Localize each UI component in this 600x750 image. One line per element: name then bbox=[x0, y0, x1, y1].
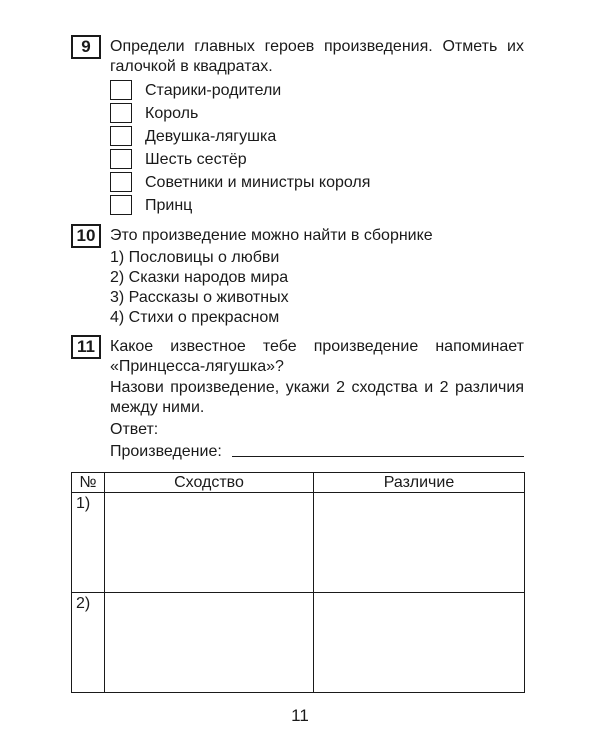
row-number-cell: 1) bbox=[72, 493, 105, 593]
column-header-similarity: Сходство bbox=[105, 473, 314, 493]
similarity-cell[interactable] bbox=[105, 593, 314, 693]
question-10-number: 10 bbox=[71, 224, 101, 248]
table-row bbox=[72, 593, 525, 693]
checkbox-option-6[interactable] bbox=[110, 195, 132, 215]
checkbox-option-2[interactable] bbox=[110, 103, 132, 123]
difference-cell[interactable] bbox=[314, 493, 525, 593]
answer-label: Ответ: bbox=[110, 421, 159, 438]
option-label-2: Король bbox=[145, 105, 199, 122]
checkbox-option-3[interactable] bbox=[110, 126, 132, 146]
option-label-4: Шесть сестёр bbox=[145, 151, 247, 168]
option-label-5: Советники и министры короля bbox=[145, 174, 371, 191]
difference-cell[interactable] bbox=[314, 593, 525, 693]
checkbox-option-5[interactable] bbox=[110, 172, 132, 192]
question-11-text: Какое известное тебе произведение напоминает «Принцесса-лягушка»? bbox=[110, 338, 524, 375]
list-item-4: 4) Стихи о прекрасном bbox=[110, 309, 280, 326]
page-number: 11 bbox=[291, 706, 309, 725]
option-label-1: Старики-родители bbox=[145, 82, 282, 99]
checkbox-option-1[interactable] bbox=[110, 80, 132, 100]
checkbox-option-4[interactable] bbox=[110, 149, 132, 169]
table-header-row bbox=[72, 473, 525, 493]
column-header-number: № bbox=[72, 473, 105, 493]
row-number-cell: 2) bbox=[72, 593, 105, 693]
list-item-3: 3) Рассказы о животных bbox=[110, 289, 289, 306]
list-item-2: 2) Сказки народов мира bbox=[110, 269, 289, 286]
similarity-cell[interactable] bbox=[105, 493, 314, 593]
column-header-difference: Различие bbox=[314, 473, 525, 493]
list-item-1: 1) Пословицы о любви bbox=[110, 249, 280, 266]
question-9-number: 9 bbox=[71, 35, 101, 59]
table-row bbox=[72, 493, 525, 593]
option-label-3: Девушка-лягушка bbox=[145, 128, 277, 145]
question-11-number: 11 bbox=[71, 335, 101, 359]
answer-table bbox=[71, 472, 525, 693]
work-answer-line[interactable] bbox=[232, 456, 524, 457]
question-10-text: Это произведение можно найти в сборнике bbox=[110, 227, 433, 244]
question-9-text: Определи главных героев произведения. Отметь их галочкой в квадратах. bbox=[110, 38, 524, 75]
option-label-6: Принц bbox=[145, 197, 193, 214]
work-label: Произведение: bbox=[110, 443, 222, 460]
question-11-instruction: Назови произведение, укажи 2 сходства и 2 различия между ними. bbox=[110, 379, 524, 416]
